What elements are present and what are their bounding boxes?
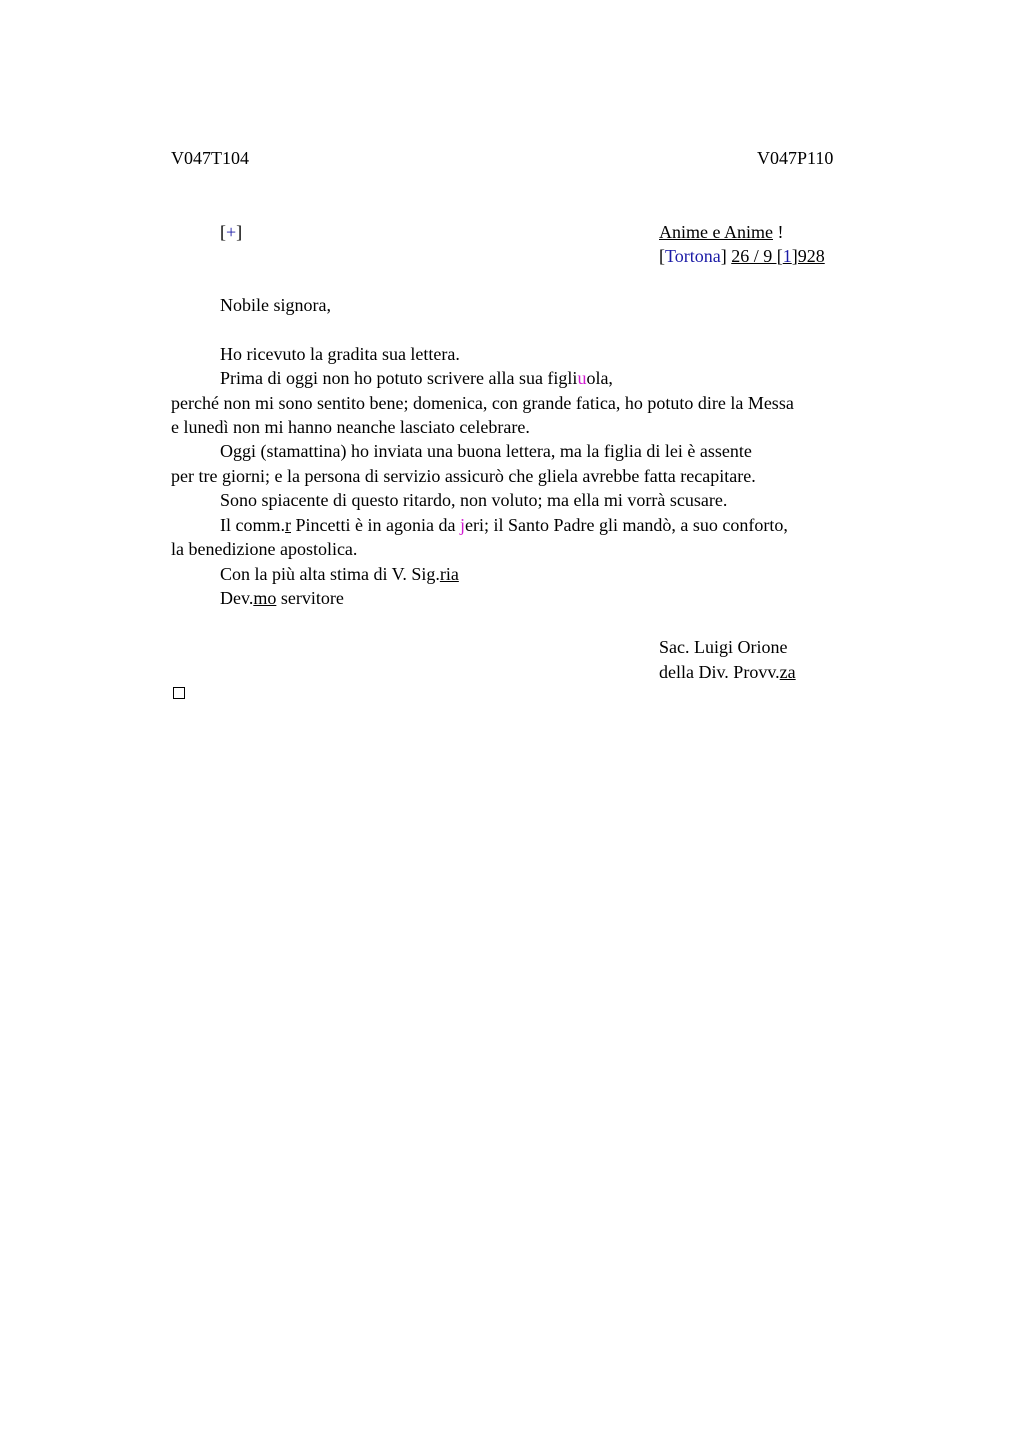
body-line-4: e lunedì non mi hanno neanche lasciato celebrare. bbox=[171, 417, 530, 437]
signature-title-text: della Div. Provv. bbox=[659, 662, 780, 682]
right-document-code: V047P110 bbox=[757, 148, 834, 168]
body-line-6: per tre giorni; e la persona di servizio assicurò che gliela avrebbe fatta recapitare. bbox=[171, 466, 756, 486]
body-line-8-part-c: eri; il Santo Padre gli mandò, a suo conforto, bbox=[464, 515, 788, 535]
bracket-open: [ bbox=[220, 222, 226, 242]
salutation: Nobile signora, bbox=[220, 295, 331, 315]
cross-symbol: + bbox=[226, 222, 237, 242]
motto-text: Anime e Anime bbox=[659, 222, 773, 242]
place-bracket-close: ] bbox=[720, 246, 727, 266]
motto-line bbox=[659, 220, 783, 244]
motto-exclamation: ! bbox=[772, 222, 784, 242]
closing-line-2-text: Dev. bbox=[220, 588, 254, 608]
body-line-3: perché non mi sono sentito bene; domenica, con grande fatica, ho potuto dire la Messa bbox=[171, 393, 794, 413]
editorial-mark: j bbox=[459, 515, 465, 535]
editorial-mark: u bbox=[577, 368, 587, 388]
signature-name: Sac. Luigi Orione bbox=[659, 637, 788, 657]
abbreviation-suffix: za bbox=[779, 662, 796, 682]
date-year-digit: 1 bbox=[782, 246, 792, 266]
closing-line-2-end: servitore bbox=[276, 588, 344, 608]
body-line-5: Oggi (stamattina) ho inviata una buona lettera, ma la figlia di lei è assente bbox=[220, 441, 752, 461]
place-date-line bbox=[659, 244, 825, 268]
closing-line-1 bbox=[220, 562, 459, 586]
body-line-8-part-a: Il comm. bbox=[220, 515, 285, 535]
body-line-7: Sono spiacente di questo ritardo, non voluto; ma ella mi vorrà scusare. bbox=[220, 490, 728, 510]
date-text bbox=[731, 246, 825, 266]
closing-line-2 bbox=[220, 586, 344, 610]
closing-line-1-text: Con la più alta stima di V. Sig. bbox=[220, 564, 440, 584]
signature-title bbox=[659, 660, 796, 684]
abbreviation-suffix: ria bbox=[439, 564, 459, 584]
date-main: 26 / 9 [ bbox=[731, 246, 783, 266]
body-line-9: la benedizione apostolica. bbox=[171, 539, 358, 559]
body-line-1: Ho ricevuto la gradita sua lettera. bbox=[220, 344, 460, 364]
date-end: ]928 bbox=[791, 246, 825, 266]
body-line-2-part-a: Prima di oggi non ho potuto scrivere alla sua figli bbox=[220, 368, 578, 388]
cross-mark bbox=[220, 220, 242, 244]
body-line-2 bbox=[220, 366, 613, 390]
abbreviation-suffix: r bbox=[285, 515, 291, 535]
body-line-8 bbox=[220, 513, 788, 537]
abbreviation-suffix: mo bbox=[253, 588, 277, 608]
place-name: Tortona bbox=[665, 246, 721, 266]
end-of-letter-square-icon bbox=[173, 687, 185, 699]
body-line-8-part-b: Pincetti è in agonia da bbox=[291, 515, 460, 535]
bracket-close: ] bbox=[236, 222, 243, 242]
body-line-2-part-b: ola, bbox=[586, 368, 613, 388]
place-bracket-open: [ bbox=[659, 246, 665, 266]
left-document-code: V047T104 bbox=[171, 148, 249, 168]
